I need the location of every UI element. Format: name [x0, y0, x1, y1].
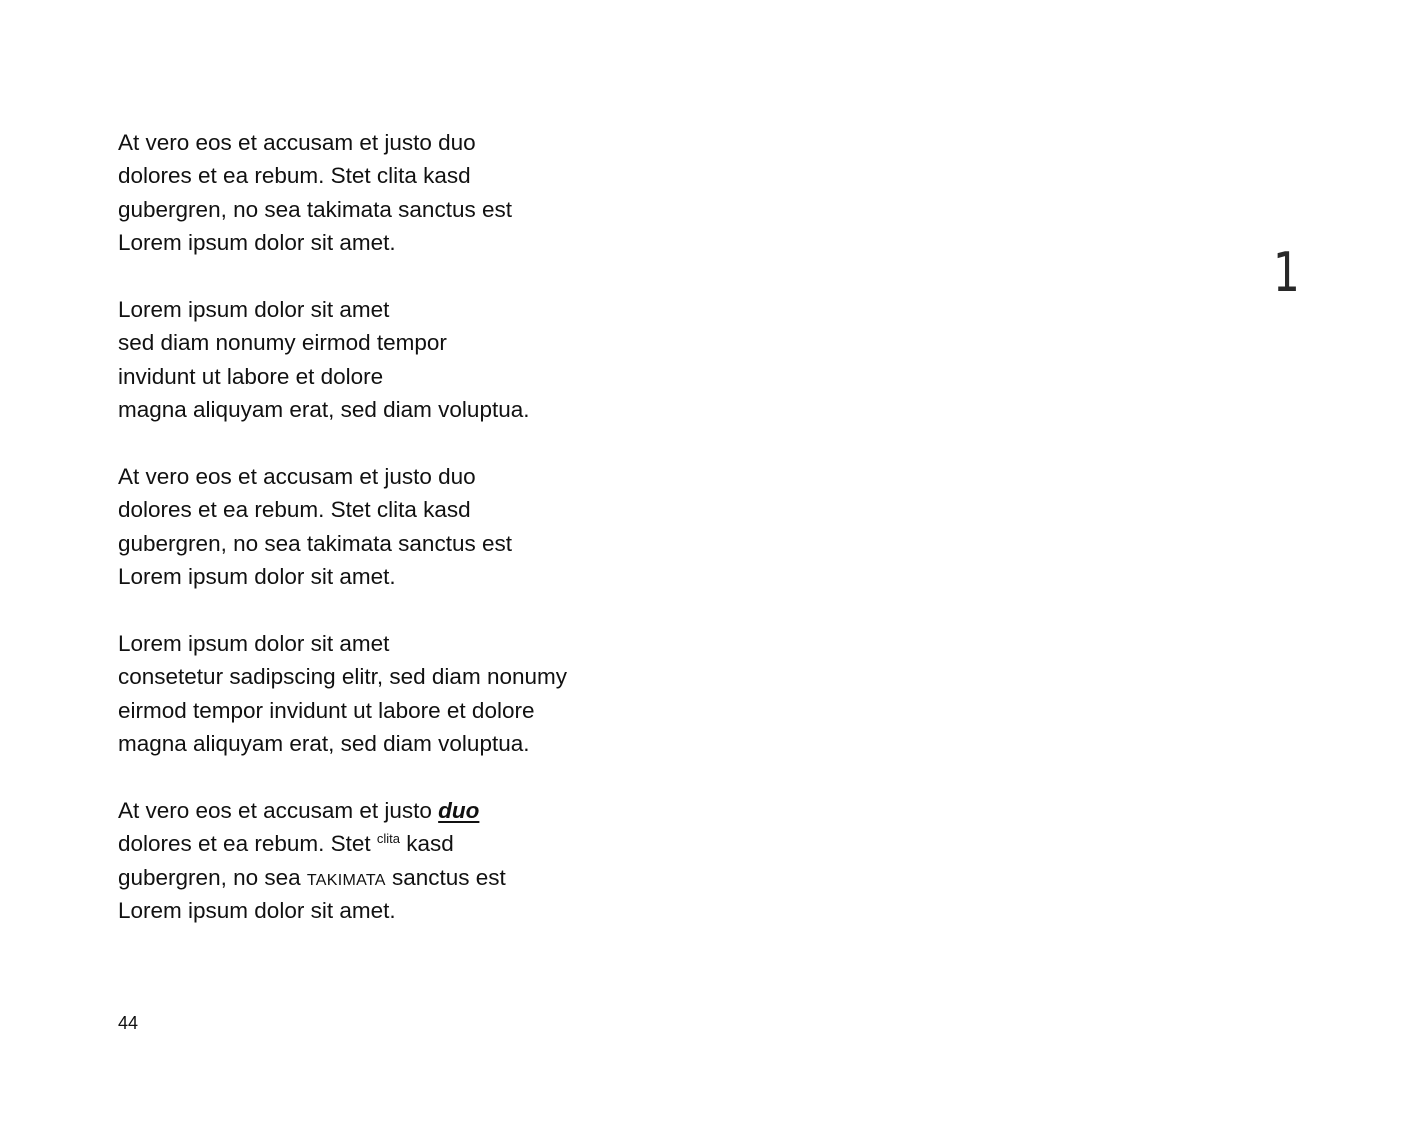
page-number: 44	[118, 1013, 139, 1033]
stanza-line: eirmod tempor invidunt ut labore et dolore	[118, 697, 535, 723]
stanza-line: magna aliquyam erat, sed diam voluptua.	[118, 397, 530, 423]
stanza-line: At vero eos et accusam et justo duo	[118, 464, 476, 490]
stanza-line-superscript	[118, 827, 738, 860]
stanza-line-smallcaps	[118, 861, 738, 894]
stanza-5-formatted	[118, 794, 738, 928]
stanza-line: magna aliquyam erat, sed diam voluptua.	[118, 731, 530, 757]
smallcaps-word: takimata	[306, 864, 386, 890]
stanza-line: Lorem ipsum dolor sit amet	[118, 631, 390, 657]
stanza-1	[118, 126, 738, 260]
stanza-line: Lorem ipsum dolor sit amet.	[118, 230, 396, 256]
line-text: At vero eos et accusam et justo	[118, 798, 439, 824]
line-text: sanctus est	[385, 864, 506, 890]
chapter-number	[1273, 243, 1307, 303]
poem-text-column	[118, 126, 738, 961]
chapter-number-text: 1	[1273, 241, 1300, 304]
stanza-line: sed diam nonumy eirmod tempor	[118, 330, 447, 356]
superscript-word: clita	[376, 831, 401, 847]
stanza-line: Lorem ipsum dolor sit amet.	[118, 564, 396, 590]
stanza-2	[118, 293, 738, 427]
stanza-line: Lorem ipsum dolor sit amet.	[118, 898, 396, 924]
stanza-line: dolores et ea rebum. Stet clita kasd	[118, 163, 471, 189]
stanza-line: Lorem ipsum dolor sit amet	[118, 297, 390, 323]
stanza-line: dolores et ea rebum. Stet clita kasd	[118, 497, 471, 523]
stanza-line: gubergren, no sea takimata sanctus est	[118, 196, 512, 222]
line-text: gubergren, no sea	[118, 864, 307, 890]
stanza-line: gubergren, no sea takimata sanctus est	[118, 530, 512, 556]
stanza-line: consetetur sadipscing elitr, sed diam nonumy	[118, 664, 567, 690]
stanza-line: invidunt ut labore et dolore	[118, 363, 384, 389]
line-text: kasd	[400, 831, 454, 857]
stanza-line: At vero eos et accusam et justo duo	[118, 130, 476, 155]
stanza-4	[118, 627, 738, 761]
stanza-line-emphasis	[118, 794, 738, 827]
emphasized-word: duo	[438, 798, 480, 824]
stanza-3	[118, 460, 738, 594]
line-text: dolores et ea rebum. Stet	[118, 831, 377, 857]
